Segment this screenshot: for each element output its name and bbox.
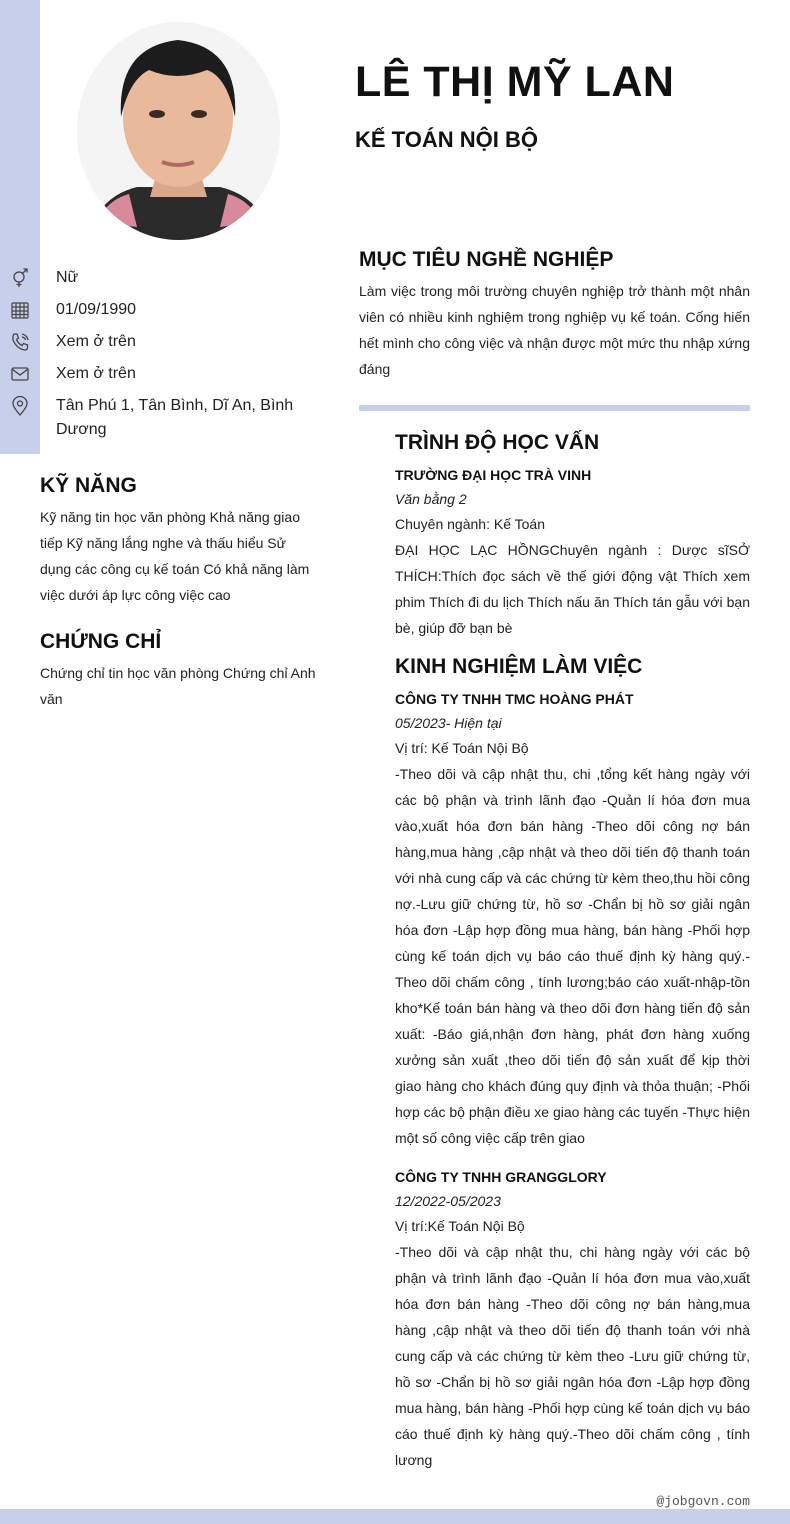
email-text: Xem ở trên bbox=[56, 365, 136, 382]
gender-text: Nữ bbox=[56, 269, 79, 286]
job-title: KẾ TOÁN NỘI BỘ bbox=[355, 127, 538, 152]
certificates-section bbox=[40, 630, 320, 712]
education-degree: Văn bằng 2 bbox=[395, 491, 467, 507]
right-column bbox=[395, 431, 750, 1487]
education-school: TRƯỜNG ĐẠI HỌC TRÀ VINH bbox=[395, 467, 592, 483]
job-company: CÔNG TY TNHH GRANGGLORY bbox=[395, 1169, 607, 1185]
job-period: 05/2023- Hiện tại bbox=[395, 715, 502, 731]
contact-birthdate bbox=[0, 298, 320, 322]
calendar-icon bbox=[0, 298, 40, 322]
skills-heading: KỸ NĂNG bbox=[40, 474, 137, 497]
experience-section bbox=[395, 655, 750, 1473]
avatar bbox=[77, 22, 280, 240]
phone-icon bbox=[0, 330, 40, 354]
experience-heading: KINH NGHIỆM LÀM VIỆC bbox=[395, 655, 643, 678]
experience-item bbox=[395, 1165, 750, 1473]
address-text: Tân Phú 1, Tân Bình, Dĩ An, Bình Dương bbox=[56, 397, 294, 438]
job-period: 12/2022-05/2023 bbox=[395, 1193, 501, 1209]
job-position: Vị trí:Kế Toán Nội Bộ bbox=[395, 1218, 525, 1234]
left-column bbox=[40, 474, 320, 734]
objective-section bbox=[359, 248, 750, 382]
mail-icon bbox=[0, 362, 40, 386]
education-major: Chuyên ngành: Kế Toán bbox=[395, 516, 545, 532]
education-section bbox=[395, 431, 750, 641]
skills-section bbox=[40, 474, 320, 608]
job-description: -Theo dõi và cập nhật thu, chi ,tổng kết hàng ngày với các bộ phận và trình lãnh đạo -Quản lí hóa đơn mua vào,xuất hóa đơn bán hàng -Theo dõi công nợ bán hàng,mua hàng ,cập nhật và theo dõi tiến độ thanh toán với nhà cung cấp và các chứng từ kèm theo,thu hồi công nợ.-Lưu giữ chứng từ, hồ sơ -Chẩn bị hồ sơ giải ngân hóa đơn -Lập hợp đồng mua hàng, bán hàng -Phối hợp cùng kế toán dịch vụ báo cáo thuế định kỳ hàng quý.-Theo dõi chấm công , tính lương;báo cáo xuất-nhập-tồn kho*Kế toán bán hàng và theo dõi đơn hàng tiến độ sản xuất: -Báo giá,nhận đơn hàng, phát đơn hàng xuống xưởng sản xuất ,theo dõi tiến độ sản xuất để kịp thời giao hàng cho khách đúng quy định và thỏa thuận; -Phối hợp các bộ phận điều xe giao hàng các tuyến -Thực hiện một số công việc cấp trên giao bbox=[395, 766, 750, 1146]
education-heading: TRÌNH ĐỘ HỌC VẤN bbox=[395, 431, 600, 454]
location-pin-icon bbox=[0, 394, 40, 418]
experience-item bbox=[395, 687, 750, 1151]
certificates-text: Chứng chỉ tin học văn phòng Chứng chỉ Anh văn bbox=[40, 665, 316, 707]
contact-info bbox=[0, 266, 320, 450]
education-details: ĐẠI HỌC LẠC HỒNGChuyên ngành : Dược sĩSỞ THÍCH:Thích đọc sách về thế giới động vật Thích xem phim Thích đi du lịch Thích nấu ăn Thích tán gẫu với bạn bè, giúp đỡ bạn bè bbox=[395, 542, 750, 636]
gender-icon bbox=[0, 266, 40, 290]
objective-heading: MỤC TIÊU NGHỀ NGHIỆP bbox=[359, 248, 614, 271]
contact-phone bbox=[0, 330, 320, 354]
profile-photo bbox=[77, 22, 280, 240]
skills-text: Kỹ năng tin học văn phòng Khả năng giao tiếp Kỹ năng lắng nghe và thấu hiểu Sử dụng các công cụ kế toán Có khả năng làm việc dưới áp lực công việc cao bbox=[40, 509, 310, 603]
contact-email bbox=[0, 362, 320, 386]
objective-text: Làm việc trong môi trường chuyên nghiệp trở thành một nhân viên có nhiều kinh nghiệm trong nghiệp vụ kế toán. Cống hiến hết mình cho công việc và nhận được một mức thu nhập xứng đáng bbox=[359, 283, 750, 377]
watermark: @jobgovn.com bbox=[656, 1494, 750, 1509]
birthdate-text: 01/09/1990 bbox=[56, 301, 137, 318]
certificates-heading: CHỨNG CHỈ bbox=[40, 630, 162, 653]
bottom-accent-bar bbox=[0, 1509, 790, 1524]
job-description: -Theo dõi và cập nhật thu, chi hàng ngày với các bộ phận và trình lãnh đạo -Quản lí hóa đơn mua vào,xuất hóa đơn bán hàng -Theo dõi công nợ bán hàng,mua hàng ,cập nhật và theo dõi tiến độ thanh toán với nhà cung cấp và các chứng từ kèm theo -Lưu giữ chứng từ, hồ sơ -Chẩn bị hồ sơ giải ngân hóa đơn -Lập hợp đồng mua hàng, bán hàng -Phối hợp cùng kế toán dịch vụ báo cáo thuế định kỳ hàng quý.-Theo dõi chấm công , tính lương bbox=[395, 1244, 750, 1468]
contact-address bbox=[0, 394, 320, 442]
section-divider bbox=[359, 405, 750, 411]
contact-gender bbox=[0, 266, 320, 290]
job-position: Vị trí: Kế Toán Nội Bộ bbox=[395, 740, 529, 756]
job-company: CÔNG TY TNHH TMC HOÀNG PHÁT bbox=[395, 691, 634, 707]
phone-text: Xem ở trên bbox=[56, 333, 136, 350]
candidate-name: LÊ THỊ MỸ LAN bbox=[355, 58, 675, 106]
